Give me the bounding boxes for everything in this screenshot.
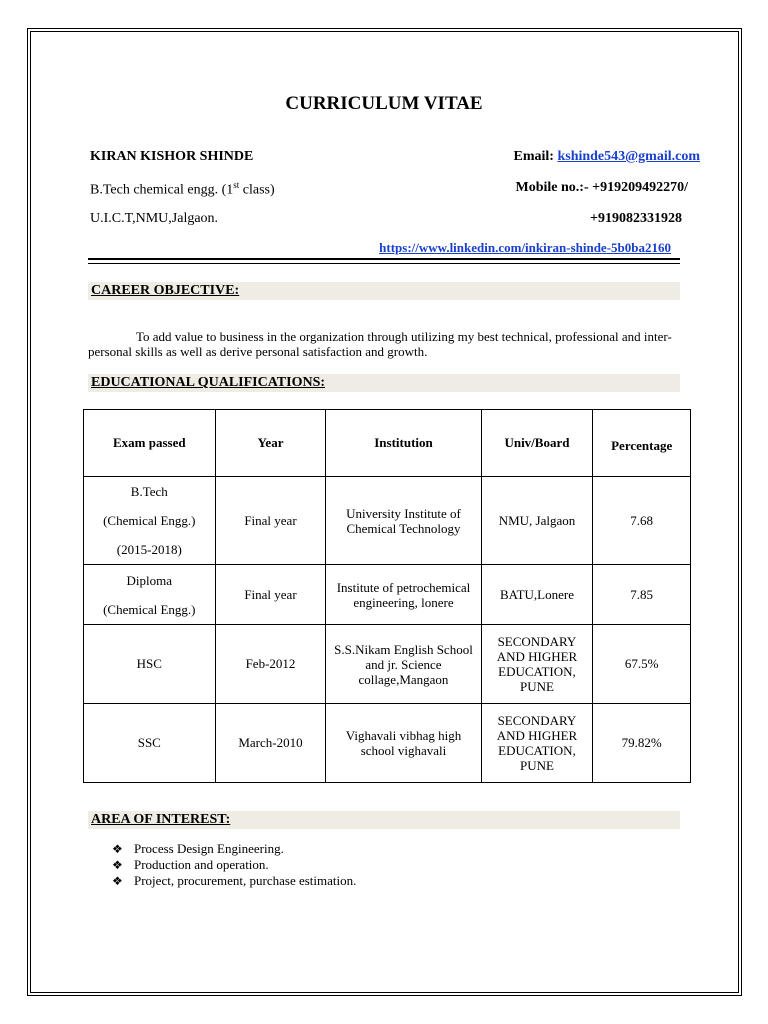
- degree-line: [90, 180, 275, 199]
- header-divider: [88, 258, 680, 260]
- career-objective-body: To add value to business in the organization through utilizing my best technical, professional and inter-personal skills as well as derive personal satisfaction and growth.: [88, 329, 672, 359]
- exam-cell: [84, 477, 216, 565]
- col-board: Univ/Board: [481, 410, 593, 477]
- interest-section: [88, 811, 680, 829]
- career-objective-text: [88, 329, 680, 359]
- percentage-cell: 7.85: [593, 565, 691, 625]
- board-cell: BATU,Lonere: [481, 565, 593, 625]
- year-cell: Feb-2012: [215, 625, 326, 704]
- email-line: [514, 149, 701, 165]
- document-title: CURRICULUM VITAE: [285, 93, 483, 114]
- list-item: [112, 841, 356, 857]
- exam-line: Diploma: [126, 572, 173, 588]
- degree-prefix: B.Tech chemical engg. (1: [90, 182, 234, 198]
- exam-line: B.Tech: [130, 484, 168, 499]
- institution-cell: Institute of petrochemical engineering, lonere: [326, 565, 481, 625]
- diamond-bullet-icon: ❖: [112, 874, 123, 888]
- education-heading: EDUCATIONAL QUALIFICATIONS:: [91, 375, 326, 390]
- col-percentage: Percentage: [593, 410, 691, 477]
- exam-line: (Chemical Engg.): [103, 513, 196, 528]
- table-header-row: [84, 410, 691, 477]
- table-row: [84, 625, 691, 704]
- career-objective-heading: CAREER OBJECTIVE:: [91, 283, 240, 298]
- education-table: [83, 409, 691, 783]
- interest-item: Project, procurement, purchase estimation.: [134, 873, 357, 888]
- exam-cell: HSC: [84, 625, 216, 704]
- board-cell: NMU, Jalgaon: [481, 477, 593, 565]
- exam-cell: [84, 565, 216, 625]
- col-year: Year: [215, 410, 326, 477]
- mobile-line: Mobile no.:- +919209492270/: [515, 180, 688, 195]
- linkedin-link[interactable]: https://www.linkedin.com/inkiran-shinde-5b0ba2160: [379, 240, 671, 255]
- college-line: U.I.C.T,NMU,Jalgaon.: [90, 211, 219, 226]
- interest-heading: AREA OF INTEREST:: [91, 812, 231, 827]
- col-exam: Exam passed: [84, 410, 216, 477]
- list-item: [112, 857, 356, 873]
- percentage-cell: 67.5%: [593, 625, 691, 704]
- email-label: Email:: [513, 149, 558, 164]
- degree-sup: st: [233, 180, 240, 190]
- diamond-bullet-icon: ❖: [112, 858, 123, 872]
- email-link[interactable]: kshinde543@gmail.com: [557, 149, 700, 164]
- year-cell: Final year: [215, 565, 326, 625]
- table-row: [84, 704, 691, 783]
- candidate-name: KIRAN KISHOR SHINDE: [90, 149, 254, 164]
- interest-item: Process Design Engineering.: [134, 841, 284, 856]
- exam-line: (Chemical Engg.): [103, 601, 196, 617]
- exam-cell: SSC: [84, 704, 216, 783]
- institution-cell: University Institute of Chemical Technology: [326, 477, 481, 565]
- mobile-line-2: +919082331928: [590, 211, 682, 226]
- year-cell: Final year: [215, 477, 326, 565]
- interest-item: Production and operation.: [134, 857, 269, 872]
- diamond-bullet-icon: ❖: [112, 842, 123, 856]
- career-objective-section: [88, 282, 680, 300]
- education-section: [88, 374, 680, 392]
- exam-line: (2015-2018): [116, 542, 182, 557]
- institution-cell: S.S.Nikam English School and jr. Science collage,Mangaon: [326, 625, 481, 704]
- board-cell: SECONDARY AND HIGHER EDUCATION, PUNE: [481, 704, 593, 783]
- table-row: [84, 565, 691, 625]
- degree-suffix: class): [239, 182, 275, 198]
- list-item: [112, 873, 356, 889]
- year-cell: March-2010: [215, 704, 326, 783]
- board-cell: SECONDARY AND HIGHER EDUCATION, PUNE: [481, 625, 593, 704]
- percentage-cell: 7.68: [593, 477, 691, 565]
- institution-cell: Vighavali vibhag high school vighavali: [326, 704, 481, 783]
- header-divider-thin: [88, 263, 680, 264]
- table-row: [84, 477, 691, 565]
- percentage-cell: 79.82%: [593, 704, 691, 783]
- interest-list: [112, 841, 356, 889]
- col-institution: Institution: [326, 410, 481, 477]
